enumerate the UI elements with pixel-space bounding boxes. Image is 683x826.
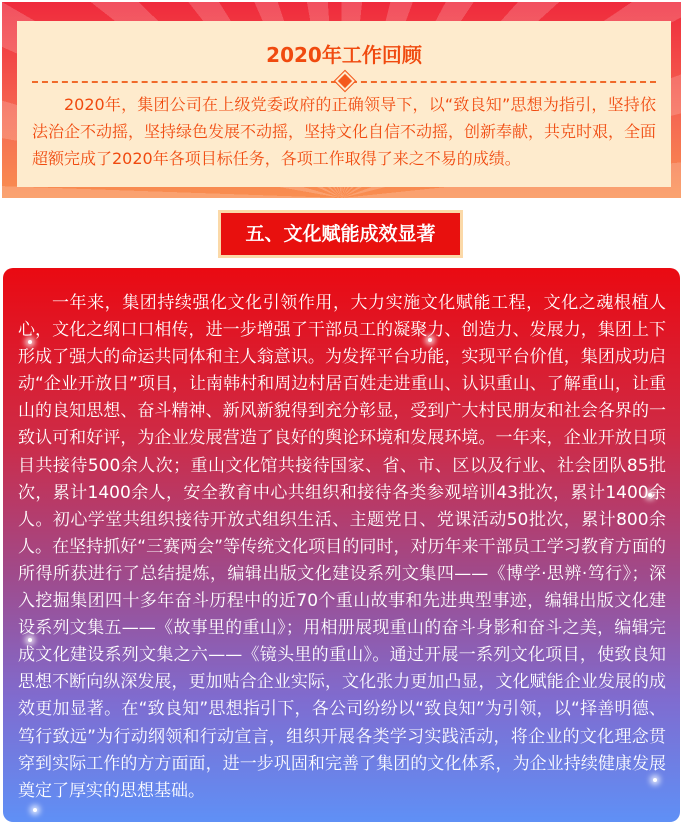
sparkle-icon bbox=[33, 808, 37, 812]
header-banner bbox=[2, 2, 681, 198]
page-title: 2020年工作回顾 bbox=[266, 43, 422, 67]
intro-paragraph: 2020年，集团公司在上级党委政府的正确领导下，以“致良知”思想为指引，坚持依法治企不动摇，坚持绿色发展不动摇，坚持文化自信不动摇，创新奉献，共克时艰，全面超额完成了2020年各项目标任务，各项工作取得了来之不易的成绩。 bbox=[32, 95, 657, 168]
section-heading-tag bbox=[218, 210, 463, 258]
section-content-panel bbox=[3, 268, 680, 822]
section-title: 五、文化赋能成效显著 bbox=[221, 213, 460, 255]
diamond-ornament-icon bbox=[335, 71, 355, 91]
section-body-paragraph: 一年来，集团持续强化文化引领作用，大力实施文化赋能工程，文化之魂根植人心，文化之纲口口相传，进一步增强了干部员工的凝聚力、创造力、发展力，集团上下形成了强大的命运共同体和主人翁意识。为发挥平台功能，实现平台价值，集团成功启动“企业开放日”项目，让南韩村和周边村居百姓走进重山、认识重山、了解重山，让重山的良知思想、奋斗精神、新风新貌得到充分彰显，受到广大村民朋友和社会各界的一致认可和好评，为企业发展营造了良好的舆论环境和发展环境。一年来，企业开放日项目共接待500余人次；重山文化馆共接待国家、省、市、区以及行业、社会团队85批次，累计1400余人，安全教育中心共组织和接待各类参观培训43批次，累计1400余人。初心学堂共组织接待开放式组织生活、主题党日、党课活动50批次，累计800余人。在坚持抓好“三赛两会”等传统文化项目的同时，对历年来干部员工学习教育方面的所得所获进行了总结提炼，编辑出版文化建设系列文集四——《博学·思辨·笃行》；深入挖掘集团四十多年奋斗历程中的近70个重山故事和先进典型事迹，编辑出版文化建设系列文集五——《故事里的重山》；用相册展现重山的奋斗身影和奋斗之美，编辑完成文化建设系列文集之六——《镜头里的重山》。通过开展一系列文化项目，使致良知思想不断向纵深发展，更加贴合企业实际，文化张力更加凸显，文化赋能企业发展的成效更加显著。在“致良知”思想指引下，各公司纷纷以“致良知”为引领，以“择善明德、笃行致远”为行动纲领和行动宣言，组织开展各类学习实践活动，将企业的文化理念贯穿到实际工作的方方面面，进一步巩固和完善了集团的文化体系，为企业持续健康发展奠定了厚实的思想基础。 bbox=[18, 293, 666, 801]
review-card bbox=[17, 21, 671, 187]
